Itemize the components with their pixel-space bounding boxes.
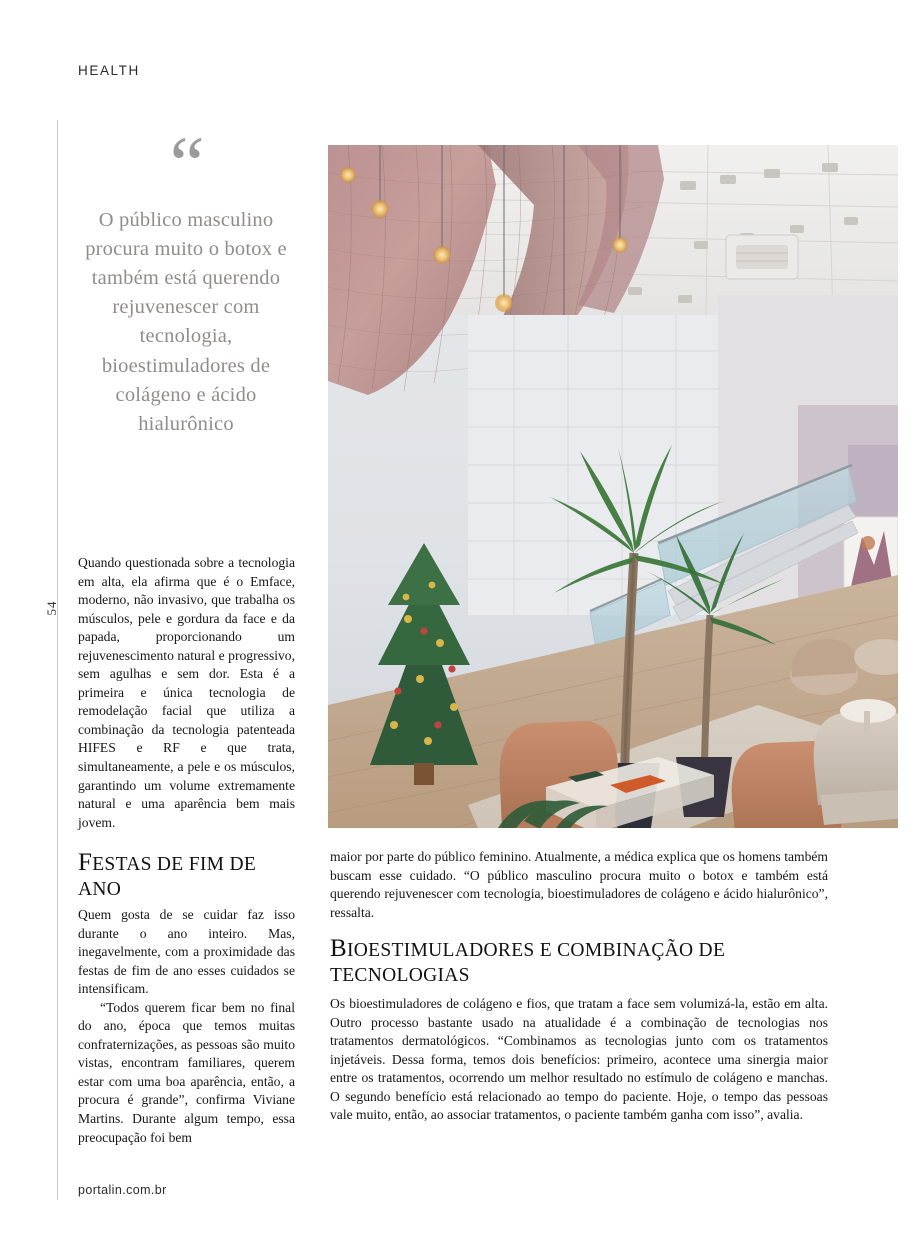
subheading-text: IOESTIMULADORES E COMBINAÇÃO DE TECNOLOGIAS — [330, 940, 726, 986]
drop-cap: B — [330, 935, 347, 962]
section-kicker: HEALTH — [78, 63, 140, 78]
footer-website[interactable]: portalin.com.br — [78, 1183, 167, 1197]
subheading-bioestimuladores — [330, 934, 850, 987]
body-right-column-1 — [330, 848, 828, 922]
paragraph: Quando questionada sobre a tecnologia em alta, ela afirma que é o Emface, moderno, não invasivo, que trabalha os músculos, pele e gordura da face e da papada, proporcionando um rejuvenescimento natural e progressivo, sem agulhas e sem dor. Esta é a primeira e única tecnologia de remodelação facial que utiliza a combinação da tecnologia patenteada HIFES e RF e que trata, simultaneamente, a pele e os músculos, garantindo um volume extremamente natural e uma aparência bem mais jovem. — [78, 555, 295, 830]
subheading-festas-de-fim-de-ano — [78, 848, 298, 901]
pull-quote — [78, 120, 294, 439]
photo-artwork — [328, 145, 898, 828]
paragraph: Quem gosta de se cuidar faz isso durante o ano inteiro. Mas, inegavelmente, com a proximidade das festas de fim de ano esses cuidados se intensificam. — [78, 907, 295, 997]
body-left-column-1 — [78, 554, 295, 832]
paragraph: Os bioestimuladores de colágeno e fios, que tratam a face sem volumizá-la, estão em alta. Outro processo bastante usado na atualidade é a combinação de tecnologias nos tratamentos dermatológicos. “Combinamos as tecnologias junto com os tratamentos injetáveis. Dessa forma, temos dois benefícios: primeiro, acontece uma sinergia maior entre os tratamentos, ocorrendo um melhor resultado no estímulo de colágeno e manchas. O segundo benefício está relacionado ao tempo do paciente. Hoje, o tempo das pessoas vale muito, então, ao associar tratamentos, o paciente também ganha com isso”, avalia. — [330, 996, 828, 1123]
paragraph: “Todos querem ficar bem no final do ano, época que temos muitas confraternizações, as pessoas são muito vistas, encontram familiares, querem estar com uma boa aparência, então, a procura é grande”, confirma Viviane Martins. Durante algum tempo, essa preocupação foi bem — [78, 999, 295, 1145]
body-left-column-2 — [78, 906, 295, 1147]
clinic-interior-photo — [328, 145, 898, 828]
pull-quote-text: O público masculino procura muito o botox e também está querendo rejuvenescer com tecnologia, bioestimuladores de colágeno e ácido hialurônico — [85, 209, 287, 435]
left-vertical-rule — [57, 120, 58, 1200]
paragraph: maior por parte do público feminino. Atualmente, a médica explica que os homens também buscam esse cuidado. “O público masculino procura muito o botox e também está querendo rejuvenescer com tecnologia, bioestimuladores de colágeno e ácido hialurônico”, ressalta. — [330, 849, 828, 920]
quotation-mark-icon: “ — [169, 120, 203, 207]
subheading-text: ESTAS DE FIM DE ANO — [78, 854, 257, 900]
page-number: 54 — [44, 600, 59, 616]
body-right-column-2 — [330, 995, 828, 1125]
drop-cap: F — [78, 849, 93, 876]
